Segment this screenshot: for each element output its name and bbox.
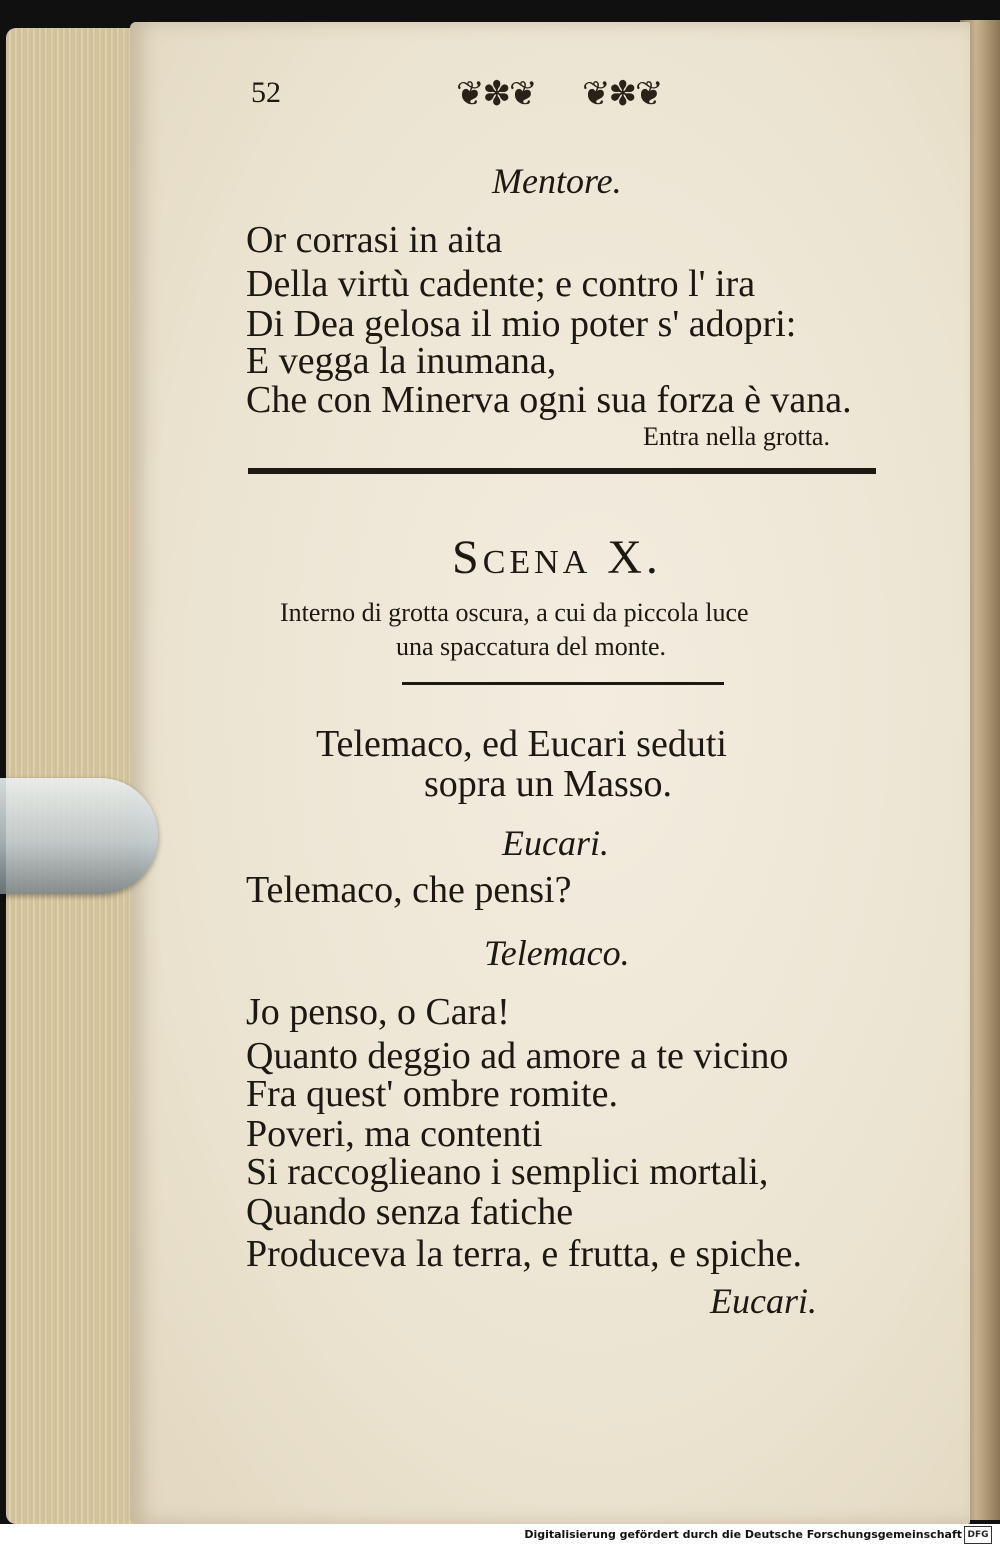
book-page-edges <box>6 28 146 1524</box>
page-clip <box>0 778 158 894</box>
verse-line: Della virtù cadente; e contro l' ira <box>246 263 756 305</box>
speaker-telemaco: Telemaco. <box>484 933 630 973</box>
verse-line: Poveri, ma contenti <box>246 1113 543 1155</box>
verse-line: Che con Minerva ogni sua forza è vana. <box>246 379 852 421</box>
verse-line: Telemaco, che pensi? <box>246 869 572 911</box>
speaker-eucari: Eucari. <box>502 823 609 863</box>
verse-line: Fra quest' ombre romite. <box>246 1073 618 1115</box>
scene-characters-line: Telemaco, ed Eucari seduti <box>316 723 727 765</box>
divider-rule <box>248 468 876 474</box>
dfg-logo: DFG <box>964 1526 992 1544</box>
header-ornament-left: ❦✽❦ <box>456 76 536 113</box>
speaker-mentore: Mentore. <box>492 161 622 201</box>
header-ornament-right: ❦✽❦ <box>582 76 662 113</box>
scene-description-line: Interno di grotta oscura, a cui da piccola luce <box>280 598 749 627</box>
verse-line: Or corrasi in aita <box>246 219 503 261</box>
verse-line: Si raccoglieano i semplici mortali, <box>246 1151 769 1193</box>
verse-line: Quando senza fatiche <box>246 1191 574 1233</box>
page-number: 52 <box>251 76 281 109</box>
footer-credit: Digitalisierung gefördert durch die Deutsche Forschungsgemeinschaft <box>524 1528 962 1541</box>
scene-title: Scena X. <box>452 531 662 584</box>
scene-divider-rule <box>402 682 724 685</box>
stage-direction: Entra nella grotta. <box>643 422 830 451</box>
verse-line: Di Dea gelosa il mio poter s' adopri: <box>246 303 797 345</box>
verse-line: Produceva la terra, e frutta, e spiche. <box>246 1233 803 1275</box>
verse-line: Quanto deggio ad amore a te vicino <box>246 1035 789 1077</box>
scene-description-line: una spaccatura del monte. <box>396 632 666 661</box>
verse-line: E vegga la inumana, <box>246 340 557 382</box>
verse-line: Jo penso, o Cara! <box>246 991 510 1033</box>
catchword: Eucari. <box>710 1281 817 1321</box>
scene-characters-line: sopra un Masso. <box>424 763 673 805</box>
